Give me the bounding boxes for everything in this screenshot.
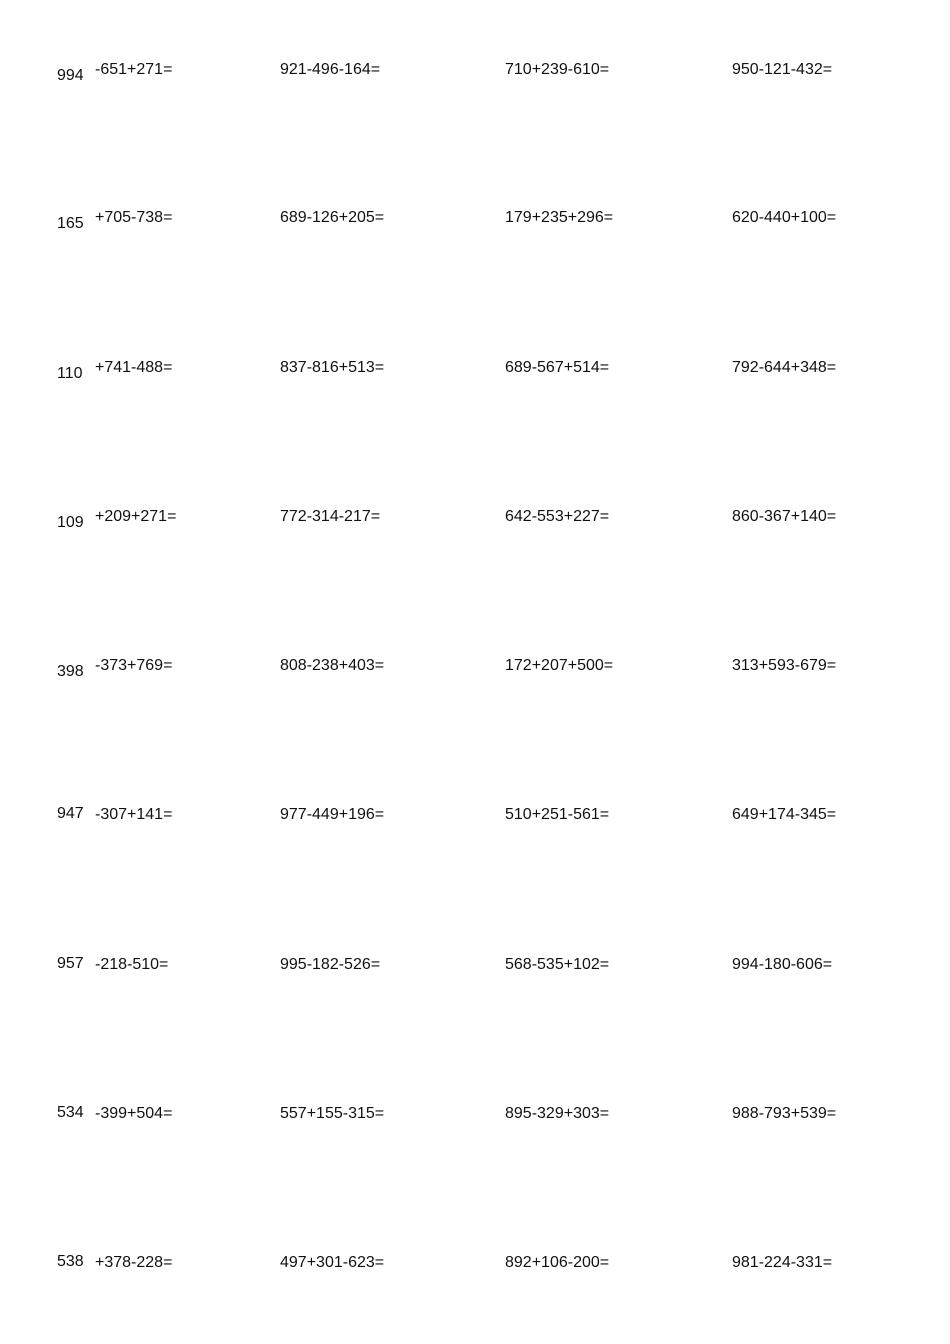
problem-leading-number: 957 <box>57 955 84 972</box>
problem-expression: 792-644+348= <box>732 359 837 376</box>
problem-leading-number: 109 <box>57 514 84 531</box>
problem-expression-tail: +705-738= <box>95 209 173 226</box>
problem-expression: 642-553+227= <box>505 508 610 525</box>
problem-leading-number: 994 <box>57 67 84 84</box>
problem-expression: 568-535+102= <box>505 956 610 973</box>
problem-expression: 710+239-610= <box>505 61 610 78</box>
problem-leading-number: 947 <box>57 805 84 822</box>
problem-expression: 895-329+303= <box>505 1105 610 1122</box>
problem-expression: 808-238+403= <box>280 657 385 674</box>
problem-expression: 988-793+539= <box>732 1105 837 1122</box>
problem-expression: 649+174-345= <box>732 806 837 823</box>
problem-expression: 172+207+500= <box>505 657 614 674</box>
problem-leading-number: 534 <box>57 1104 84 1121</box>
problem-row <box>0 1255 950 1285</box>
problem-expression: 981-224-331= <box>732 1254 833 1271</box>
problem-expression: 921-496-164= <box>280 61 381 78</box>
problem-row <box>0 1106 950 1136</box>
problem-expression: 689-126+205= <box>280 209 385 226</box>
problem-expression: 892+106-200= <box>505 1254 610 1271</box>
problem-expression: 950-121-432= <box>732 61 833 78</box>
problem-row <box>0 509 950 539</box>
problem-expression: 313+593-679= <box>732 657 837 674</box>
problem-expression-tail: -307+141= <box>95 806 173 823</box>
problem-expression-tail: -651+271= <box>95 61 173 78</box>
problem-expression: 497+301-623= <box>280 1254 385 1271</box>
problem-row <box>0 210 950 240</box>
problem-expression: 510+251-561= <box>505 806 610 823</box>
problem-expression-tail: +378-228= <box>95 1254 173 1271</box>
problem-expression-tail: +741-488= <box>95 359 173 376</box>
problem-expression: 179+235+296= <box>505 209 614 226</box>
problem-row <box>0 807 950 837</box>
problem-expression: 689-567+514= <box>505 359 610 376</box>
problem-leading-number: 538 <box>57 1253 84 1270</box>
problem-expression: 994-180-606= <box>732 956 833 973</box>
problem-leading-number: 110 <box>57 365 83 382</box>
problem-row <box>0 957 950 987</box>
problem-expression-tail: -399+504= <box>95 1105 173 1122</box>
problem-expression: 620-440+100= <box>732 209 837 226</box>
problem-expression-tail: -218-510= <box>95 956 169 973</box>
problem-expression: 837-816+513= <box>280 359 385 376</box>
problem-expression: 772-314-217= <box>280 508 381 525</box>
problem-expression: 557+155-315= <box>280 1105 385 1122</box>
problem-row <box>0 62 950 92</box>
problem-row <box>0 360 950 390</box>
problem-expression: 977-449+196= <box>280 806 385 823</box>
problem-expression: 860-367+140= <box>732 508 837 525</box>
problem-expression-tail: -373+769= <box>95 657 173 674</box>
problem-expression-tail: +209+271= <box>95 508 177 525</box>
problem-row <box>0 658 950 688</box>
problem-expression: 995-182-526= <box>280 956 381 973</box>
problem-leading-number: 398 <box>57 663 84 680</box>
problem-leading-number: 165 <box>57 215 84 232</box>
